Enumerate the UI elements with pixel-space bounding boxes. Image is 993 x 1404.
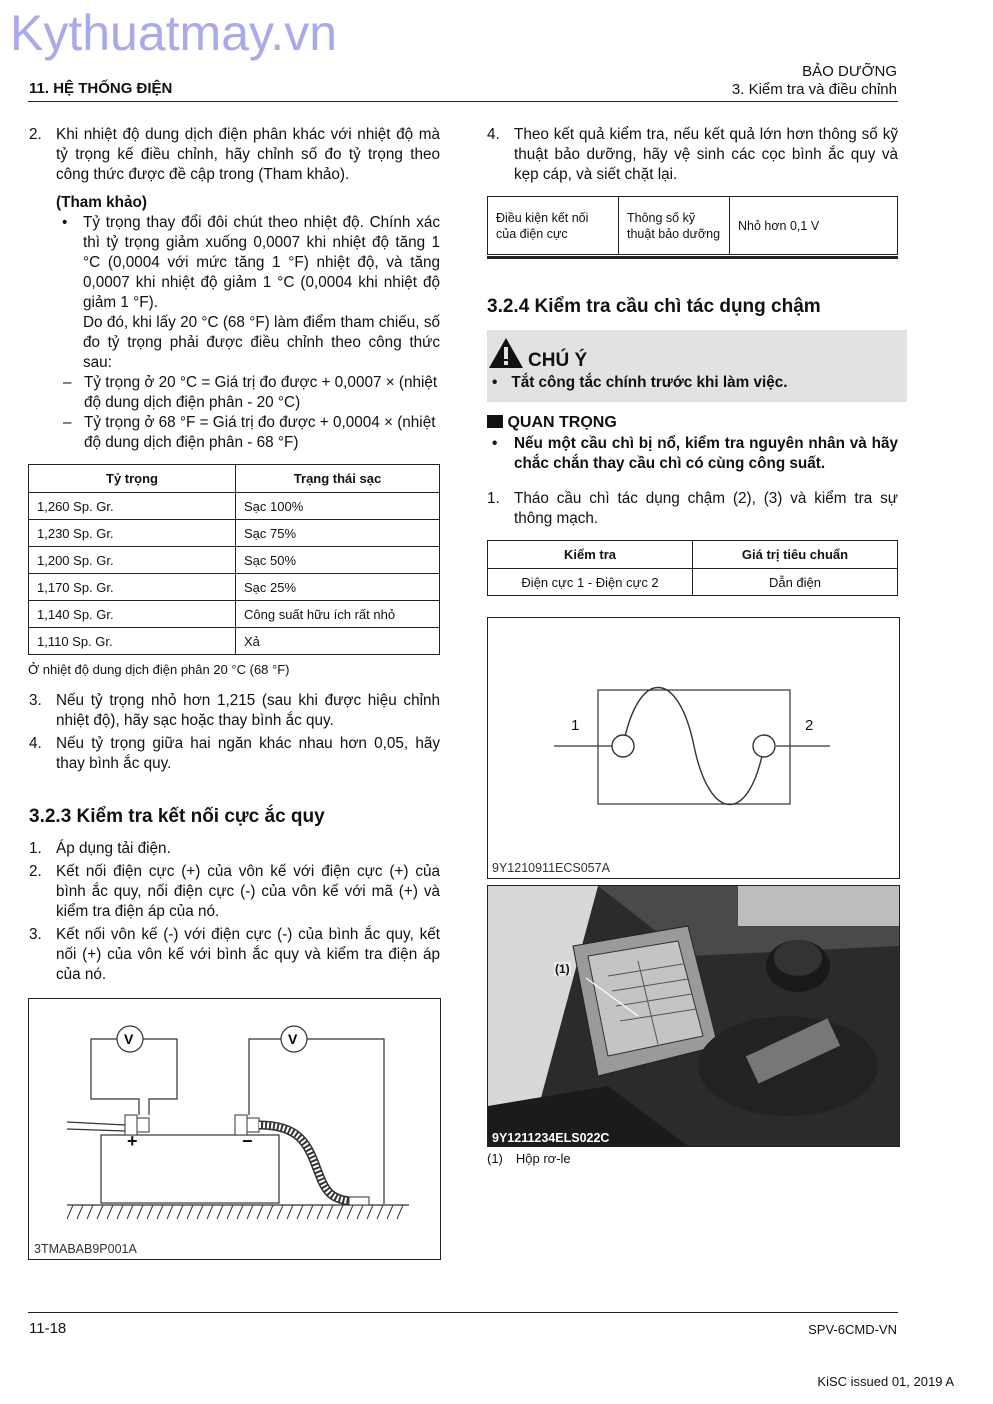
left-steps [29,691,440,774]
formula-2: – Tỷ trọng ở 68 °F = Giá trị đo được + 0,0004 × (nhiệt độ dung dịch điện phân - 68 °F) [63,414,436,451]
step-3: 3. Nếu tỷ trọng nhỏ hơn 1,215 (sau khi được hiệu chỉnh nhiệt độ), hãy sạc hoặc thay bình ắc quy. [29,692,440,729]
battery-terminal-illustration [29,999,440,1259]
table-row: Điện cực 1 - Điện cực 2 Dẫn điện [488,569,898,596]
figure-code: 9Y1211234ELS022C [492,1131,610,1145]
left-column [29,125,440,453]
issued-note: KiSC issued 01, 2019 A [817,1374,954,1389]
section-324-title: 3.2.4 Kiểm tra cầu chì tác dụng chậm [487,296,821,317]
relay-box-photo [487,885,900,1147]
caution-bullet: • Tắt công tắc chính trước khi làm việc. [492,374,788,391]
continuity-table [487,540,898,596]
watermark-logo: Kythuatmay.vn [10,5,338,61]
spec-table-bottom-rule [487,256,898,259]
table-note: Ở nhiệt độ dung dịch điện phân 20 °C (68 °F) [28,662,290,677]
battery-diagram [28,998,441,1260]
terminal-2-icon [753,735,775,757]
black-square-icon [487,415,503,428]
caution-box [487,330,907,402]
terminal-1-icon [612,735,634,757]
important-title: QUAN TRỌNG [487,414,617,432]
figure-code: 3TMABAB9P001A [34,1242,137,1256]
reference-title: (Tham khảo) [56,194,147,211]
section-title: BẢO DƯỠNG [802,63,897,80]
table-row: 1,110 Sp. Gr. Xả [29,628,440,655]
table-header: Giá trị tiêu chuẩn [693,541,898,569]
important-bullet: • Nếu một cầu chì bị nổ, kiểm tra nguyên nhân và hãy chắc chắn thay cầu chì có cùng công suất. [492,435,898,472]
document-code: SPV-6CMD-VN [808,1322,897,1337]
step-4: 4. Nếu tỷ trọng giữa hai ngăn khác nhau hơn 0,05, hãy thay bình ắc quy. [29,735,440,772]
table-header: Kiểm tra [488,541,693,569]
page-number: 11-18 [29,1320,67,1337]
svg-text:V: V [288,1031,298,1047]
table-row: 1,260 Sp. Gr. Sạc 100% [29,493,440,520]
fuse-diagram [487,617,900,879]
table-row: 1,230 Sp. Gr. Sạc 75% [29,520,440,547]
table-header: Tỷ trọng [29,465,236,493]
positive-sign: + [127,1131,138,1151]
callout-1: (1) [555,962,570,976]
photo-caption: (1) Hộp rơ-le [487,1151,571,1166]
warning-icon [487,336,525,370]
subsection-title: 3. Kiểm tra và điều chỉnh [731,81,897,98]
check-step-2: 2. Kết nối điện cực (+) của vôn kế với điện cực (+) của bình ắc quy, nối điện cực (-) của vôn kế với mã (+) và kiểm tra điện áp của nó. [29,863,440,920]
chapter-title: 11. HỆ THỐNG ĐIỆN [29,80,173,97]
fuse-illustration [488,618,899,878]
svg-text:V: V [124,1031,134,1047]
table-row: 1,170 Sp. Gr. Sạc 25% [29,574,440,601]
terminal-1-label: 1 [571,717,580,734]
step-2: 2. Khi nhiệt độ dung dịch điện phân khác với nhiệt độ mà tỷ trọng kế điều chỉnh, hãy chỉnh số đo tỷ trọng theo công thức được đề cập trong (Tham khảo). [29,126,440,183]
formula-1: – Tỷ trọng ở 20 °C = Giá trị đo được + 0,0007 × (nhiệt độ dung dịch điện phân - 20 °C) [63,374,438,411]
caution-title: CHÚ Ý [528,350,588,371]
header-rule [28,101,898,102]
table-header: Trạng thái sạc [236,465,440,493]
right-step-4: 4. Theo kết quả kiểm tra, nếu kết quả lớn hơn thông số kỹ thuật bảo dưỡng, hãy vệ sinh các cọc bình ắc quy và kẹp cáp, và siết chặt lại. [487,126,898,183]
table-row: 1,200 Sp. Gr. Sạc 50% [29,547,440,574]
check-step-3: 3. Kết nối vôn kế (-) với điện cực (-) của bình ắc quy, kết nối (+) của vôn kế với bình ắc quy và kiểm tra điện áp của nó. [29,926,440,983]
table-row: 1,140 Sp. Gr. Công suất hữu ích rất nhỏ [29,601,440,628]
relay-box-illustration [488,886,899,1146]
fuse-step-1: 1. Tháo cầu chì tác dụng chậm (2), (3) và kiểm tra sự thông mạch. [487,490,898,527]
terminal-2-label: 2 [805,717,814,734]
section-323-steps [29,839,440,985]
check-step-1: 1. Áp dụng tải điện. [29,840,171,857]
gravity-table [28,464,440,655]
section-323-title: 3.2.3 Kiểm tra kết nối cực ắc quy [29,806,325,827]
reference-bullet: • Tỷ trọng thay đổi đôi chút theo nhiệt độ. Chính xác thì tỷ trọng giảm xuống 0,0007 khi nhiệt độ tăng 1 °C (0,0004 với mức tăng 1 °F) nhiệt độ, và tăng 0,0007 khi nhiệt độ giảm 1 °C (0,0004 khi nhiệt độ giảm 1 °F). Do đó, khi lấy 20 °C (68 °F) làm điểm tham chiếu, số đo tỷ trọng phải được điều chỉnh theo công thức sau: [62,214,440,371]
footer-rule [28,1312,898,1313]
negative-sign: − [242,1131,253,1151]
figure-code: 9Y1210911ECS057A [492,861,610,875]
spec-table: Điều kiện kết nối của điện cực Thông số kỹ thuật bảo dưỡng Nhỏ hơn 0,1 V [487,196,898,255]
